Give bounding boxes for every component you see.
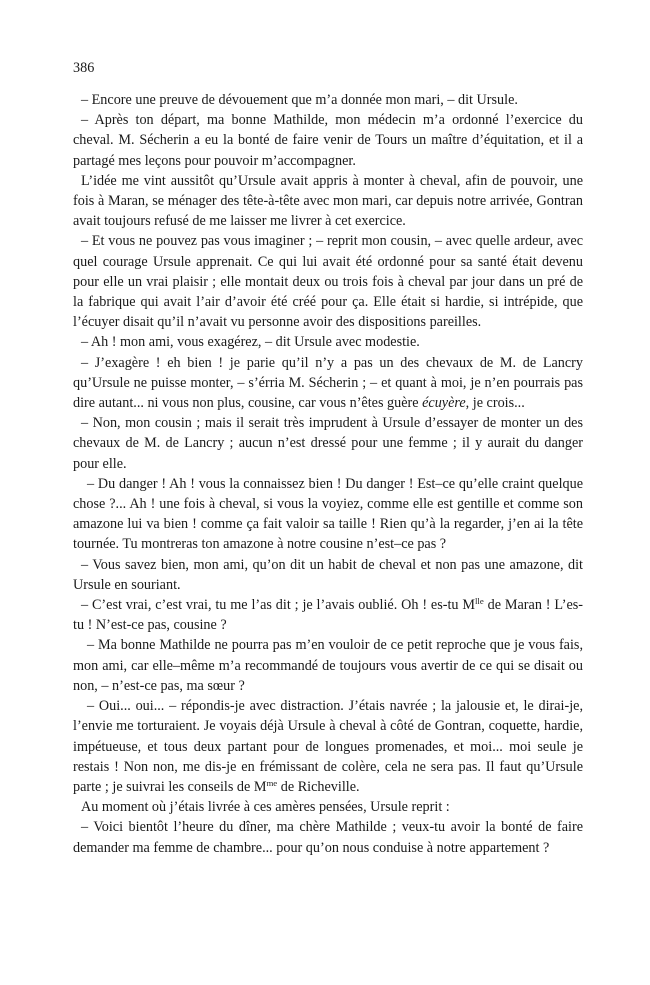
text-run: – Oui... oui... – répondis-je avec distraction. J’étais navrée ; la jalousie et, le dirai-je, l’envie me torturaient. Je voyais déjà Ursule à cheval à côté de Gontran, coquette, hardie, impétueuse, et tous deux partant pour de longues promenades, et moi... moi seule je restais ! Non non, me dis-je en frémissant de colère, cela ne sera pas. Il faut qu’Ursule parte ; je suivrai les conseils de M bbox=[73, 698, 583, 795]
body-text bbox=[73, 90, 583, 858]
paragraph bbox=[73, 353, 583, 414]
paragraph bbox=[73, 595, 583, 635]
paragraph bbox=[73, 231, 583, 332]
text-run: de Richeville. bbox=[277, 778, 360, 795]
text-run: de Maran ! L’es-tu ! N’est-ce pas, cousine ? bbox=[73, 597, 583, 634]
text-run: L’idée me vint aussitôt qu’Ursule avait appris à monter à cheval, afin de pouvoir, une fois à Maran, se ménager des tête-à-tête avec mon mari, car depuis notre arrivée, Gontran avait toujours refusé de me laisser me livrer à cet exercice. bbox=[73, 172, 583, 230]
text-run: – Non, mon cousin ; mais il serait très imprudent à Ursule d’essayer de monter un des chevaux de M. de Lancry ; aucun n’est dressé pour une femme ; il y aurait du danger pour elle. bbox=[73, 415, 583, 472]
text-run: – C’est vrai, c’est vrai, tu me l’as dit ; je l’avais oublié. Oh ! es-tu M bbox=[81, 597, 475, 614]
text-run: Au moment où j’étais livrée à ces amères pensées, Ursule reprit : bbox=[81, 799, 450, 816]
paragraph bbox=[73, 635, 583, 696]
book-page bbox=[73, 58, 583, 858]
paragraph bbox=[73, 555, 583, 595]
paragraph bbox=[73, 817, 583, 857]
text-run: – J’exagère ! eh bien ! je parie qu’il n’y a pas un des chevaux de M. de Lancry qu’Ursule ne puisse monter, – s’érria M. Sécherin ; – et quant à moi, je n’en pourrais pas dire autant... ni vous non plus, cousine, car vous n’êtes guère bbox=[73, 354, 583, 412]
superscript-text: me bbox=[266, 778, 278, 789]
text-run: – Voici bientôt l’heure du dîner, ma chère Mathilde ; veux-tu avoir la bonté de faire demander ma femme de chambre... pour qu’on nous conduise à notre appartement ? bbox=[73, 819, 583, 856]
paragraph bbox=[73, 474, 583, 555]
text-run: – Encore une preuve de dévouement que m’a donnée mon mari, – dit Ursule. bbox=[81, 92, 518, 108]
text-run: – Ah ! mon ami, vous exagérez, – dit Ursule avec modestie. bbox=[81, 334, 420, 351]
paragraph bbox=[73, 696, 583, 797]
page-number: 386 bbox=[73, 60, 95, 76]
paragraph bbox=[73, 110, 583, 171]
paragraph bbox=[73, 797, 583, 817]
paragraph bbox=[73, 90, 583, 110]
text-run: , je crois... bbox=[465, 395, 525, 412]
paragraph bbox=[73, 332, 583, 352]
superscript-text: lle bbox=[474, 596, 484, 607]
text-run: – Du danger ! Ah ! vous la connaissez bien ! Du danger ! Est–ce qu’elle craint quelque chose ?... Ah ! une fois à cheval, si vous la voyiez, comme elle est gentille et comme son amazone lui va bien ! comme ça fait valoir sa taille ! Rien qu’à la regarder, j’en ai la tête tournée. Tu montreras ton amazone à notre cousine n’est–ce pas ? bbox=[73, 475, 583, 553]
italic-text: écuyère bbox=[422, 395, 466, 412]
text-run: – Ma bonne Mathilde ne pourra pas m’en vouloir de ce petit reproche que je vous fais, mon ami, car elle–même m’a recommandé de toujours vous avertir de ce qui se disait ou non, – n’est-ce pas, ma sœur ? bbox=[73, 637, 583, 694]
text-run: – Après ton départ, ma bonne Mathilde, mon médecin m’a ordonné l’exercice du cheval. M. Sécherin a eu la bonté de faire venir de Tours un maître d’équitation, et il a partagé mes leçons pour pouvoir m’accompagner. bbox=[73, 112, 583, 169]
text-run: – Vous savez bien, mon ami, qu’on dit un habit de cheval et non pas une amazone, dit Ursule en souriant. bbox=[73, 556, 583, 593]
text-run: – Et vous ne pouvez pas vous imaginer ; – reprit mon cousin, – avec quelle ardeur, avec quel courage Ursule apprenait. Ce qui lui avait été ordonné pour sa santé était devenu pour elle un vrai plaisir ; elle montait deux ou trois fois à cheval par jour dans un pré de la fabrique qui avait l’air d’avoir été créé pour ça. Elle était si hardie, si intrépide, que l’écuyer disait qu’il n’avait vu personne avoir des dispositions pareilles. bbox=[73, 233, 583, 331]
paragraph bbox=[73, 413, 583, 474]
paragraph bbox=[73, 171, 583, 232]
